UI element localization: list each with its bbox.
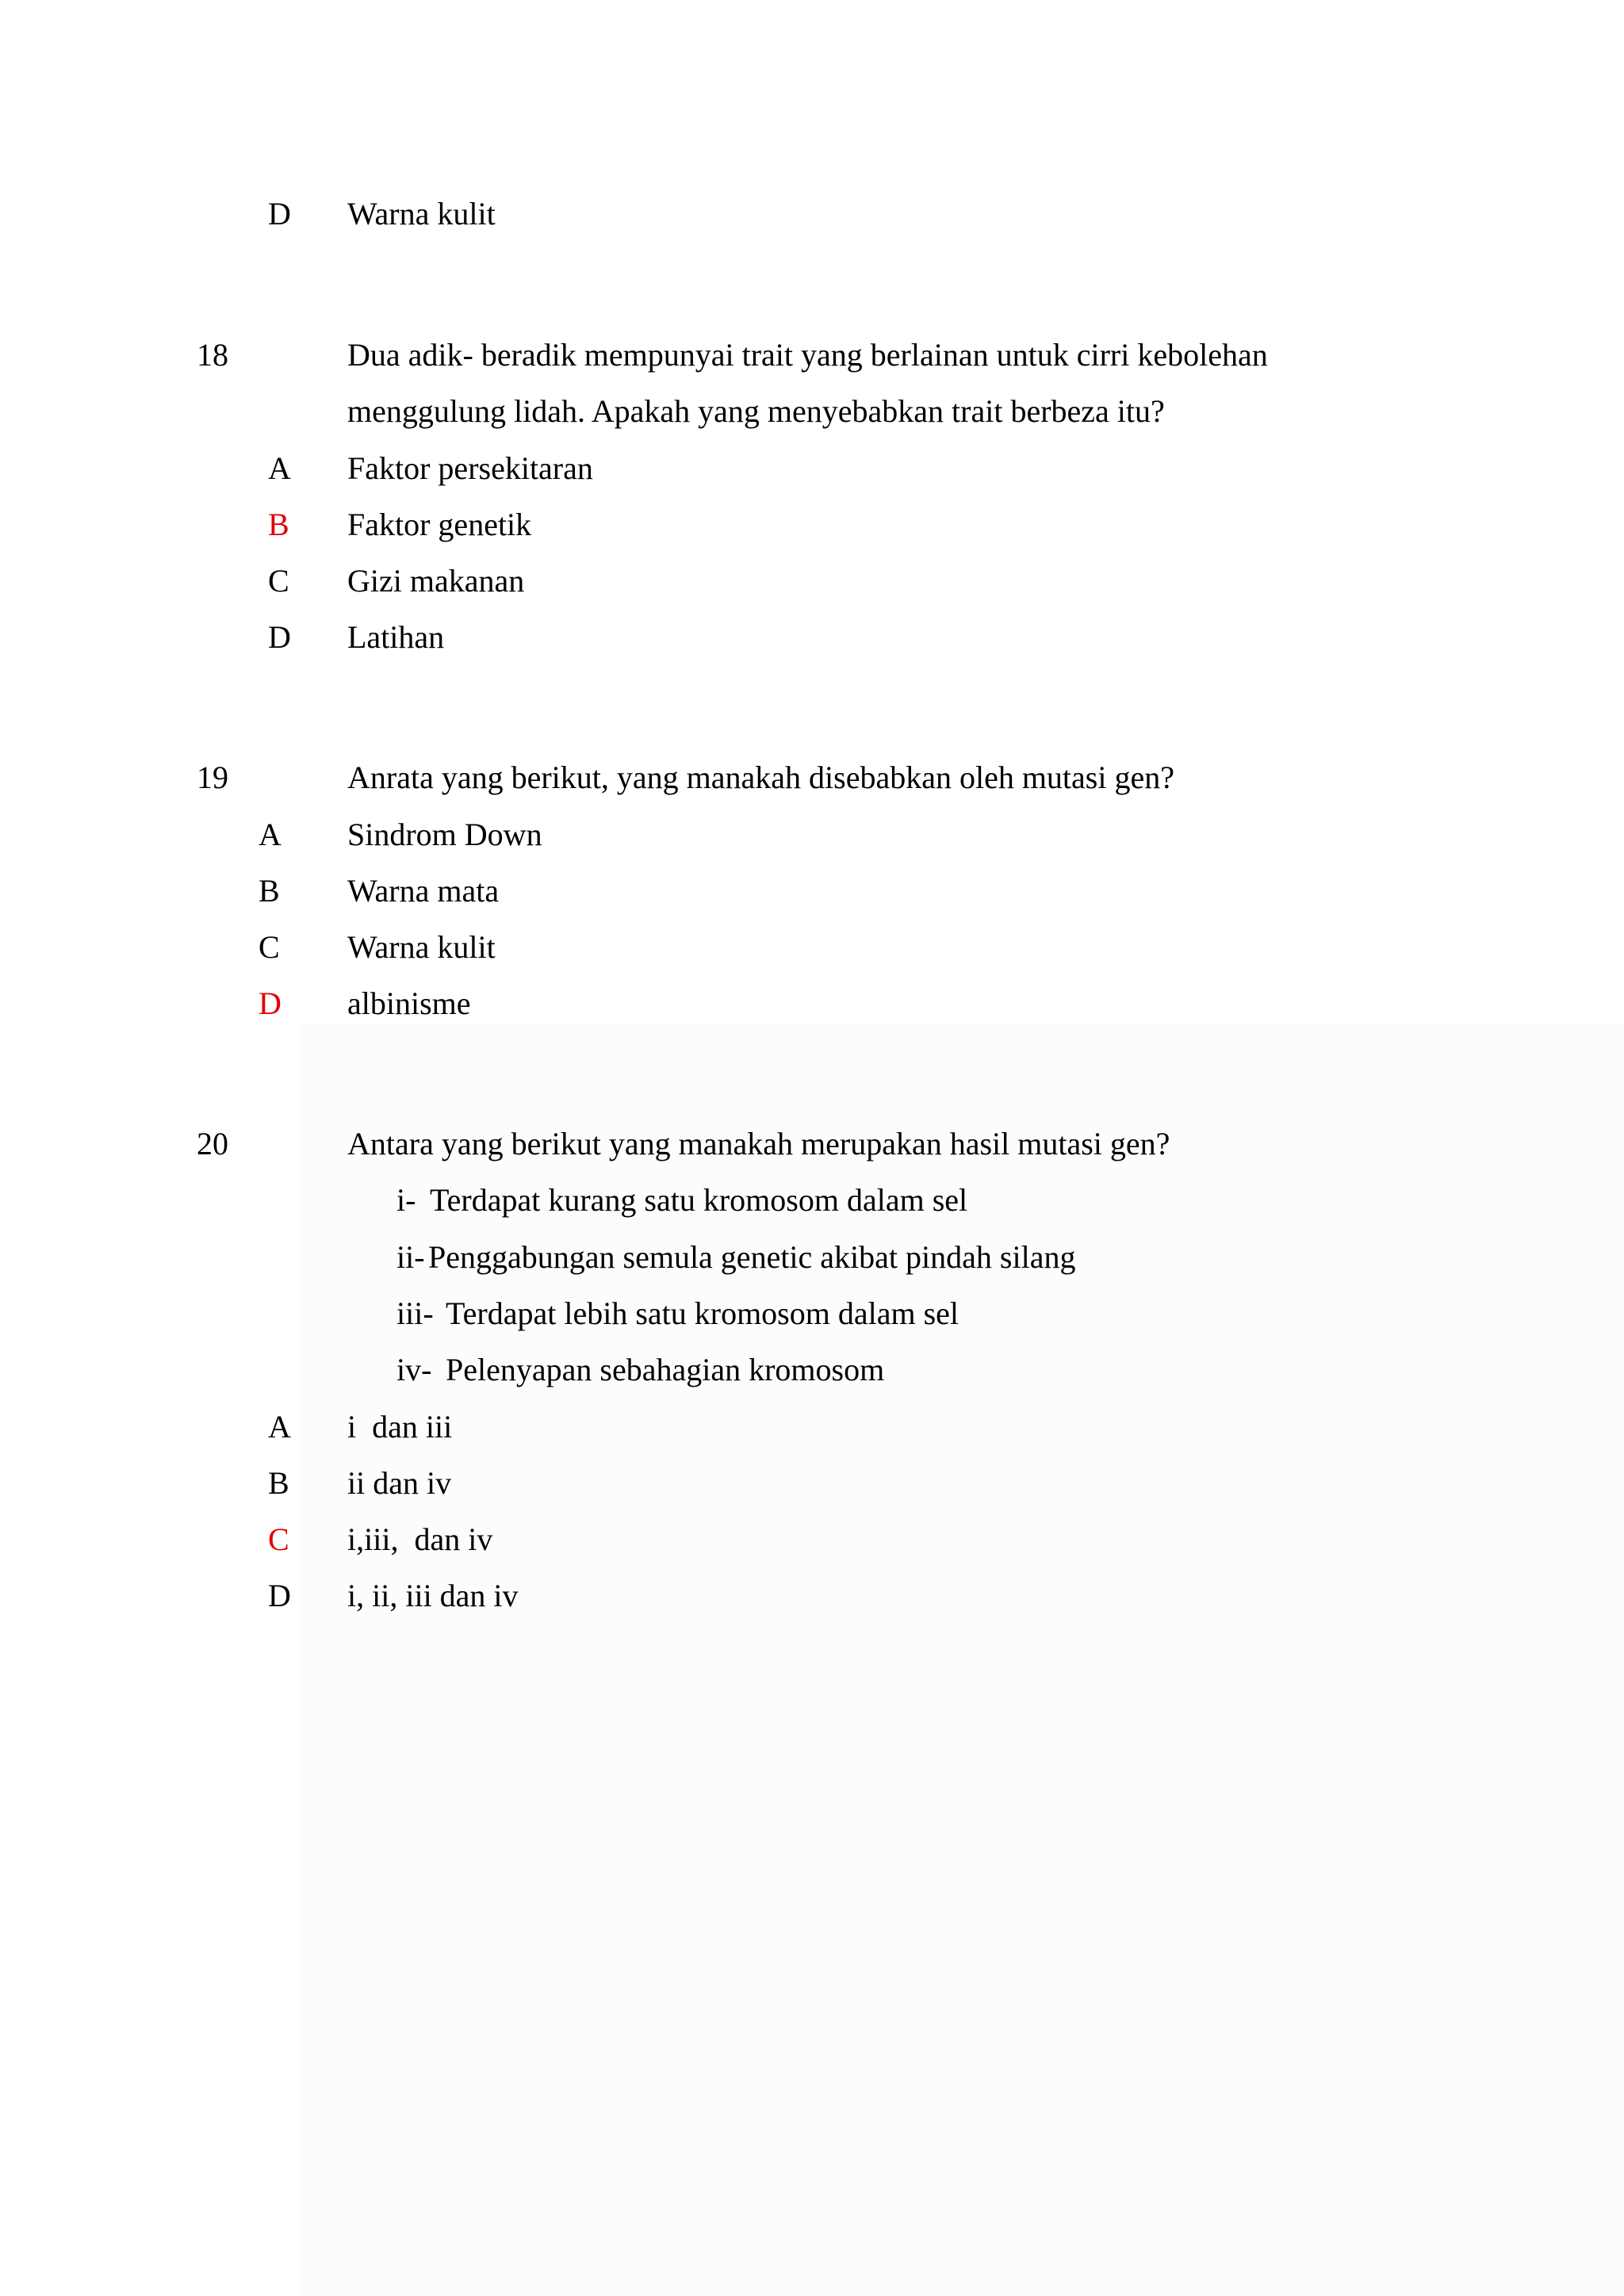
option-text: Faktor genetik xyxy=(347,507,532,542)
statement-text: Terdapat kurang satu kromosom dalam sel xyxy=(430,1182,968,1218)
answer-letter: D xyxy=(259,985,282,1021)
option-letter: A xyxy=(268,450,291,486)
option-text: Sindrom Down xyxy=(347,817,542,852)
answer-letter: C xyxy=(268,1521,289,1557)
question-number: 20 xyxy=(197,1126,228,1161)
option-text: Gizi makanan xyxy=(347,563,525,599)
option-text: i, ii, iii dan iv xyxy=(347,1578,519,1613)
question-stem-line: menggulung lidah. Apakah yang menyebabkan trait berbeza itu? xyxy=(347,393,1165,429)
statement-label: iv- xyxy=(396,1352,432,1387)
question-number: 19 xyxy=(197,760,228,795)
option-text: Faktor persekitaran xyxy=(347,450,593,486)
option-text: Warna kulit xyxy=(347,196,496,232)
option-letter: C xyxy=(259,929,280,965)
question-stem-line: Anrata yang berikut, yang manakah disebabkan oleh mutasi gen? xyxy=(347,760,1174,795)
option-letter: B xyxy=(268,1465,289,1501)
option-letter: D xyxy=(268,196,291,232)
option-text: Warna kulit xyxy=(347,929,496,965)
statement-text: Penggabungan semula genetic akibat pindah silang xyxy=(428,1239,1076,1275)
answer-letter: B xyxy=(268,507,289,542)
statement-label: ii- xyxy=(396,1239,425,1275)
statement-label: iii- xyxy=(396,1295,434,1331)
option-text: i,iii, dan iv xyxy=(347,1521,493,1557)
statement-label: i- xyxy=(396,1182,416,1218)
option-letter: D xyxy=(268,619,291,655)
option-text: Latihan xyxy=(347,619,445,655)
option-letter: C xyxy=(268,563,289,599)
statement-text: Pelenyapan sebahagian kromosom xyxy=(446,1352,885,1387)
option-letter: B xyxy=(259,873,280,909)
question-stem-line: Dua adik- beradik mempunyai trait yang berlainan untuk cirri kebolehan xyxy=(347,337,1268,373)
option-text: i dan iii xyxy=(347,1409,453,1445)
option-letter: A xyxy=(268,1409,291,1445)
option-text: ii dan iv xyxy=(347,1465,452,1501)
option-text: Warna mata xyxy=(347,873,500,909)
question-stem-line: Antara yang berikut yang manakah merupakan hasil mutasi gen? xyxy=(347,1126,1170,1161)
option-text: albinisme xyxy=(347,985,471,1021)
question-number: 18 xyxy=(197,337,228,373)
statement-text: Terdapat lebih satu kromosom dalam sel xyxy=(446,1295,959,1331)
option-letter: D xyxy=(268,1578,291,1613)
option-letter: A xyxy=(259,817,282,852)
